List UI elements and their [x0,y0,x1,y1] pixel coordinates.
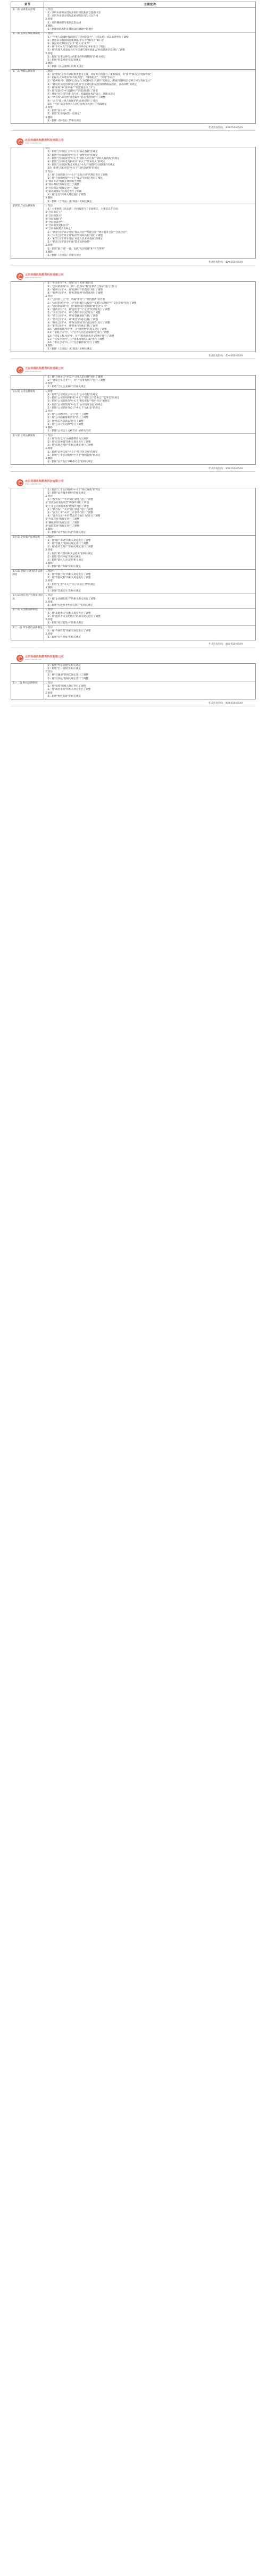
watermark-logo [11,362,255,375]
content-line: ③"虚假陈述"的规定进行了调整 [45,524,79,528]
content-line: （1）将"证券发行"由核准制改为注册制 [45,437,88,440]
content-line: （1）删除《合同法》《担保法》的相关规定 [45,348,93,351]
table-row [11,376,256,390]
content-line: （3）将"债务人财产"的相关规定进行了调整 [45,546,94,549]
logo-icon [16,138,23,145]
content-line: 3.删除 [45,427,53,430]
content-line: 1.变动 [45,536,53,539]
logo-company-name: 北京尚德机构教育科技有限公司 [25,655,64,659]
content-line: 2.新增 [45,691,53,695]
content-line: （2）"典型合同"部分增加"保证合同""保理合同""物业服务合同""合伙合同" [45,231,127,234]
content-line: （13）"技术合同"中，对"技术成果的归属"进行了调整 [45,338,104,341]
content-line: ②"上市公司发行新股"的条件进行了调整 [45,505,89,508]
logo-text [25,273,64,279]
content-cell [44,608,256,626]
content-line: 3.删除 [45,345,53,348]
content-line: （2）意思表示撤销权行使期限由"1 年"修改为"90 日" [45,39,104,42]
watermark-logo [11,269,255,281]
content-line: 2.新增 [45,580,53,583]
content-line: 1.变动 [45,681,53,685]
logo-text [25,139,64,144]
table-row [11,594,256,608]
logo-website: www.Sunlands.com [25,658,41,661]
content-line: 3.删除 [45,197,53,200]
content-line: 1.变动 [45,626,53,629]
content-line: （2）"债券发行"中对"发行条件"进行了调整 [45,508,93,511]
content-line: （2）新增"担保物权的一般规定" [45,113,81,116]
content-line: （4）将"不可抗力"导致的诉讼时效中止事由进行了细化 [45,46,105,49]
table-header-row [11,2,256,8]
content-line: （8）新增"合同的变更和转让"中关于"债务加入"的规定 [45,161,105,164]
content-line: 2.新增 [45,18,53,21]
content-cell [44,147,256,204]
content-line: ①"保证方式"的推定规则发生变化 [45,180,82,184]
content-line: （2）将"公司的解散和清算"进行了调整 [45,416,88,420]
table-row [11,204,256,258]
content-line: ②"操纵市场"的规定进行了调整 [45,521,79,524]
content-line: 2.新增 [45,52,53,55]
content-line: ③"合同的履行" [45,218,62,221]
content-line: （10）新增"违约责任"中关于"违约金调整"的规定 [45,167,99,170]
content-line: （1）新增"对外贸易"的相关规定 [45,636,81,639]
content-line: （8）"所有权"部分将"善意取得"的适用范围进行了调整 [45,96,105,99]
content-line: （6）新增"合同的履行"中关于"情势变更"的规定 [45,154,98,157]
content-line: （1）新增"证券交易"中关于"程序化交易"的规定 [45,451,98,454]
content-cell [44,32,256,69]
chapter-cell: 第六篇 证券法律制度 [11,434,44,465]
content-line: （5）"借款合同"部分明确"禁止高利放贷" [45,241,91,244]
content-line: ③"共同保证"的规定进行了细化 [45,187,79,190]
content-line: （1）将"外商投资"的相关规定进行了调整 [45,629,91,632]
content-line: ①"内幕交易"的规定进行了调整 [45,518,79,521]
content-line: （10）"融资租赁合同"中，对"租赁物"的规定进行了调整 [45,328,107,331]
logo-icon [16,655,23,662]
content-line: 2.变动 [45,495,53,498]
logo-text [25,655,64,661]
content-line: 1.变动 [45,204,53,207]
content-line: （1）主要围绕《民法典》合同编进行了全面修订，主要是以下内容： [45,208,120,211]
hotline-text: 考试咨询热线：400-650-6549 [208,702,243,705]
logo-website: www.Sunlands.com [25,141,41,144]
logo-company-name: 北京尚德机构教育科技有限公司 [25,480,64,483]
content-line: （1）法的本质部分增加法的阶级性和社会性的内容 [45,11,101,14]
content-line: （1）将"破产申请"的相关规定进行了调整 [45,539,91,542]
content-line: （1）将"合伙协议"中关于"合伙人的出资"进行了调整 [45,376,103,379]
content-cell [44,281,256,352]
document-page [0,651,266,709]
content-line: （1）新增"公司的设立"中关于"公司章程"的规定 [45,393,98,396]
chapter-cell [11,664,44,681]
content-line: （7）新增"合同的保全"中关于"债权人代位权""债权人撤销权"的规定 [45,157,120,160]
content-line: 1.新增 [45,390,53,393]
content-line: 3.删除 [45,562,53,565]
content-line: （4）将"公司对外担保"进行了调整 [45,423,84,426]
content-line: 3.删除 [45,116,53,119]
table-row [11,681,256,699]
content-line: 2.变动 [45,671,53,674]
content-cell [44,626,256,640]
page-footer [11,699,255,706]
content-line: （2）将"滥用市场支配地位"的相关规定进行了调整 [45,615,101,618]
content-line: （3）"买卖合同"部分对"标的物风险负担"进行了调整 [45,234,103,237]
content-line: （2）"合同的担保"中，将"一般保证"和"连带责任保证"进行了区分 [45,285,118,288]
changes-table [11,663,256,699]
content-line: 2.新增 [45,601,53,604]
chapter-cell [11,281,44,352]
table-row [11,70,256,123]
document-page [0,269,266,362]
chapter-cell [11,488,44,536]
table-row [11,626,256,640]
content-line: （3）将"股东代表诉讼"进行了调整 [45,420,84,423]
content-line: （2）"普通合伙企业"中，对"合伙事务执行"进行了调整 [45,379,105,382]
changes-table [11,281,256,352]
content-line: （4）"质押合同"中，将"权利质押"的范围进行了调整 [45,291,103,295]
content-line: 2.新增 [45,549,53,552]
page-footer [11,465,255,472]
page-footer [11,640,255,647]
logo-website: www.Sunlands.com [25,276,41,279]
chapter-cell: 第九篇 国有资产管理法律制度 [11,594,44,608]
content-line: ②"合同的效力" [45,214,62,218]
content-cell [44,70,256,123]
table-row [11,32,256,69]
content-cell [44,681,256,699]
document-page [0,475,266,651]
document-page [0,134,266,269]
content-line: （4）"建设用地使用权"部分增加"住宅建设用地使用权期限届满的，自动续期"的规定 [45,83,137,86]
content-line: （5）新增"合同的订立"中关于"格式条款"的规定 [45,151,98,154]
content-line: （8）"保证合同"中，对"保证期间"和"诉讼时效"进行了调整 [45,321,110,324]
content-line: 2.变动 [45,410,53,413]
content-line: （2）将"合同的担保"中关于"保证"的规定进行了细化 [45,177,103,180]
content-line: （1）将"公司的合并、分立"进行了调整 [45,413,88,416]
content-line: （1）新增"经营者集中"的相关规定 [45,622,84,625]
hotline-text: 考试咨询热线：400-650-6549 [208,261,243,264]
content-cell [44,434,256,465]
content-line: （1）新增"合伙企业财产"的相关规定 [45,386,86,389]
content-line: 1.变动 [45,8,53,11]
content-line: （3）诉讼时效期间由"2 年"延长为"3 年" [45,43,90,45]
content-line: 1.变动 [45,570,53,573]
chapter-cell [11,376,44,390]
content-line: 3.删除 [45,251,53,254]
content-line: （1）删除《合同法》的相关规定 [45,254,81,257]
logo-icon [16,273,23,280]
content-line: （1）删除《合同法》《担保法》的相关规定 [45,200,93,203]
content-line: （1）将"企业国有资产"的相关规定进行了调整 [45,597,96,601]
logo-text [25,480,64,485]
content-line: （9）"租赁合同"中，对"转租"的规定进行了调整 [45,324,98,328]
table-row [11,8,256,32]
logo-website: www.Sunlands.com [25,483,41,486]
content-line: （3）新增"公司的股份"中关于"股份发行""股份转让"的规定 [45,400,110,403]
content-line: （1）新增"准合同"一章，包括"无因管理"和"不当得利" [45,247,105,251]
content-line: ④"合同的保全" [45,221,62,224]
content-line: （5）将"质权"中"质押财产"的范围进行了扩大 [45,86,96,89]
chapter-cell: 第四篇 合同法律制度 [11,204,44,258]
content-line: （1）删除"破产和解"的相关规定 [45,565,81,569]
content-line: ⑤"合同的变更和转让" [45,224,70,228]
content-line: （2）新增"债权申报"的相关规定 [45,555,81,558]
page-footer [11,352,255,359]
content-cell [44,376,256,390]
content-line: ⑥"合同的权利义务终止" [45,228,72,231]
content-line: 3.删除 [45,528,53,531]
content-line: （2）新增"出口管制"的相关规定 [45,667,81,670]
header-content: 主要变动 [44,2,256,8]
table-row [11,434,256,465]
content-line: （1）新增"上市公司收购"中关于"协议收购"的规定 [45,488,101,491]
content-line: 2.新增 [45,244,53,247]
chapter-cell: 第八篇 票据与支付结算法律制度 [11,570,44,594]
content-line: （2）新增"公司的组织机构"中关于"股东会""董事会""监事会"的规定 [45,397,120,400]
chapter-cell: 第一篇 法律基本原理 [11,8,44,32]
content-line: （3）"合同的解除"中，将"解除权行使期限"调整为"1 年" [45,305,107,308]
content-line: 1.变动 [45,594,53,597]
content-line: （12）"建设工程合同"中，对"工程价款优先受偿权"进行了调整 [45,335,114,338]
changes-table [11,2,256,124]
content-line: （2）新增"上市公司收购"中关于"要约收购"的规定 [45,454,101,457]
content-line: 3.删除 [45,586,53,589]
changes-table [11,488,256,640]
content-line: （1）新增"汇票"中关于"电子商业汇票"的规定 [45,583,96,586]
table-row [11,281,256,352]
content-line: （4）"违约责任"中，对"违约金"与"定金"的适用进行了调整 [45,308,110,311]
content-line: （1）删除《民法通则》的相关规定 [45,65,84,69]
content-line: ②"保证期间"的规定进行了调整 [45,184,79,187]
content-line: （3）将"投资者保护"的相关规定进行了调整 [45,444,94,447]
content-line: （3）将"定金"的相关规定进行了调整 [45,194,86,197]
logo-icon [16,366,23,373]
content-line: （1）删除"证券发行审核委员会"的相关规定 [45,461,94,464]
content-line: （1）新增"居住权"一章 [45,110,71,113]
watermark-logo [11,475,255,488]
content-line: （1）新增"破产费用和共益债务"的相关规定 [45,552,94,555]
content-cell [44,594,256,608]
content-line: ④"最高额保证"的规定进行了明确 [45,190,82,193]
content-line: （1）删除"票据丧失"的相关规定 [45,590,81,593]
content-line: （3）"证券上市"中对"上市条件"进行了调整 [45,512,93,515]
content-cell [44,570,256,594]
content-line: 2.新增 [45,633,53,636]
content-line: 2.新增 [45,619,53,622]
content-line: （2）将"反补贴"的相关规定进行了调整 [45,677,88,680]
chapter-cell: 第五篇 公司法律制度 [11,390,44,434]
table-row [11,570,256,594]
table-row [11,488,256,536]
content-line: （4）"租赁合同"部分增加"承租人优先承租权"的规定 [45,237,103,240]
page-footer [11,124,255,131]
content-line: （9）"占有"部分将占有保护的请求权进行了细化 [45,99,98,103]
watermark-logo [11,651,255,663]
content-line: （3）"抵押合同"中，将"抵押财产的范围"进行了调整 [45,288,103,291]
content-line: 1.变动 [45,434,53,437]
table-row [11,147,256,204]
content-line: （1）新增"外汇管理"的相关规定 [45,664,81,667]
content-cell [44,390,256,434]
content-line: （2）将"信息披露"的相关规定进行了调整 [45,441,91,444]
content-line: 2.新增 [45,382,53,386]
content-line: 2.变动 [45,295,53,298]
content-line: （2）"合同的履行"中，对"同时履行抗辩权""先履行抗辩权""不安抗辩权"进行了调整 [45,302,137,305]
content-line: 3.删除 [45,24,53,28]
content-line: （1）"当事人超越经营范围订立合同的效力"，《民法典》对其表述进行了调整 [45,36,129,39]
content-line: ①"首次公开发行股票"的条件进行了调整 [45,502,89,505]
content-line: （9）新增"合同的权利义务终止"中关于"解除权行使期限"的规定 [45,164,115,167]
page-gap [0,706,266,710]
content-line: （14）"委托合同"中，对"任意解除权"进行了调整 [45,341,99,344]
content-line: 1.变动 [45,70,53,73]
hotline-text: 考试咨询热线：400-650-6549 [208,468,243,471]
content-line: （1）"股票发行"中对"发行条件"进行了调整 [45,498,93,502]
header-chapter: 章节 [11,2,44,8]
content-line: （1）新增"民事法律行为的附条件和附期限"的相关规定 [45,55,105,59]
content-line: （2）新增"证券服务机构"的相关规定 [45,491,86,495]
content-line: （1）删除《物权法》的相关规定 [45,119,81,122]
content-line: （10）"共有"部分将共有人的优先购买权进行了明确规定 [45,103,107,106]
content-line: （1）新增"行政事业性国有资产"的相关规定 [45,604,94,607]
chapter-cell: 第二篇 基本民事法律制度 [11,32,44,69]
document-pages [0,0,266,710]
table-row [11,390,256,434]
hotline-text: 考试咨询热线：400-650-6549 [208,643,243,646]
content-line: （11）"承揽合同"中，对"定作人的任意解除权"进行了调整 [45,331,110,335]
content-line: 病人 [45,147,51,151]
content-line: （1）将"反倾销"的相关规定进行了调整 [45,674,88,677]
content-line: （5）将"代理人知道或者应当知道代理事项违法"时的法律责任进行了调整 [45,49,125,52]
hotline-text: 考试咨询热线：400-650-6549 [208,126,243,129]
content-line: （1）"合同的订立"中，明确"要约"与"要约邀请"的区别 [45,298,105,302]
content-line: （1）将"票据行为"的相关规定进行了调整 [45,573,91,577]
chapter-cell: 第十一篇 涉外经济法律制度 [11,626,44,640]
watermark-logo [11,134,255,147]
table-row [11,536,256,570]
content-line: （4）新增"公司的债券"中关于"公司债券发行"的规定 [45,403,103,406]
logo-company-name: 北京尚德机构教育科技有限公司 [25,367,64,371]
changes-table [11,375,256,465]
page-footer [11,259,255,265]
content-line: 2.新增 [45,447,53,451]
content-cell [44,204,256,258]
content-line: （1）删除国际条约在我国法的渊源中的地位 [45,28,94,31]
chapter-cell: 第十二篇 财政法律制度 [11,681,44,699]
content-line: （3）"抵押权"中，删除"以登记作为抵押权生效要件"的规定，明确"抵押权自抵押合同生效时设立" [45,80,152,83]
chapter-cell: 第七篇 企业破产法律制度 [11,536,44,570]
content-line: （3）新增"债权人会议"的相关规定 [45,559,84,562]
content-line: 1.变动 [45,32,53,36]
content-line: （2）新增"诉讼时效"的起算规定 [45,59,81,62]
logo-company-name: 北京尚德机构教育科技有限公司 [25,138,64,142]
content-line: （1）新增"财政监督"的相关规定 [45,695,81,698]
content-line: （1）删除"证券发行保荐"的相关规定 [45,531,86,535]
content-line: （6）"赠与合同"中，对"任意撤销权"进行了调整 [45,315,98,318]
content-line: （4）"证券交易"中对"禁止的交易行为"进行了调整 [45,515,101,518]
table-row [11,664,256,681]
logo-icon [16,479,23,486]
content-line: （2）将"管理人"的相关规定进行了调整 [45,543,88,546]
content-line: 1.变动 [45,608,53,612]
content-line: 2.变动 [45,170,53,173]
chapter-cell [11,147,44,204]
content-cell [44,664,256,681]
content-line: （5）"买卖合同"中，对"分期付款买卖"进行了调整 [45,312,101,315]
logo-website: www.Sunlands.com [25,370,41,373]
content-line: （1）将"预算"的相关规定进行了调整 [45,685,86,688]
content-line: （6）将"留置权"中"留置财产"的范围进行了调整 [45,90,98,93]
content-line: （1）法的渊源部分新增监察法规 [45,21,81,24]
content-line: （1）将"垄断协议"的相关规定进行了调整 [45,612,91,615]
content-cell [44,488,256,536]
document-page [0,362,266,475]
content-line: ①"合同的订立" [45,211,62,214]
content-line: 3.删除 [45,62,53,65]
content-line: （1）"约定担保"中，增加"让与担保"的内容 [45,282,93,285]
content-cell [44,536,256,570]
content-line: （1）将"合同的效力"中关于"无效合同"的规定进行了调整 [45,173,108,177]
chapter-cell: 第十篇 反垄断法律制度 [11,608,44,626]
logo-company-name: 北京尚德机构教育科技有限公司 [25,273,64,277]
content-line: （2）担保方式中增加"所有权保留"、"融资租赁"、"保理"等内容 [45,77,115,80]
content-line: （2）将"票据权利"的相关规定进行了调整 [45,577,91,580]
content-line: （5）新增"公司的财务会计"中关于"公积金"的规定 [45,406,101,410]
chapter-cell: 第三篇 物权法律制度 [11,70,44,123]
content-line: （2）将"政府采购"的相关规定进行了调整 [45,688,91,691]
changes-table [11,147,256,259]
content-cell [44,8,256,32]
logo-text [25,367,64,372]
content-line: （1）删除"公司法人人格否认"的相关内容 [45,430,91,433]
content-line: （7）增加"居住权"的相关内容，明确居住权的设立、期限及消灭 [45,93,115,96]
content-line: （1）在"物权"章节中以权利类型为主线，对原有内容进行了重新编排，将"质押"修改为"担保物权" [45,73,152,77]
hotline-text: 考试咨询热线：400-650-6549 [208,355,243,358]
table-row [11,608,256,626]
content-line: 3.删除 [45,457,53,461]
document-page [0,0,266,134]
content-line: （2）法的作用部分增加法的规范作用与社会作用 [45,15,98,18]
content-line: 2.新增 [45,106,53,110]
content-line: （7）"借款合同"中，对"利息"的规定进行了调整 [45,318,98,321]
